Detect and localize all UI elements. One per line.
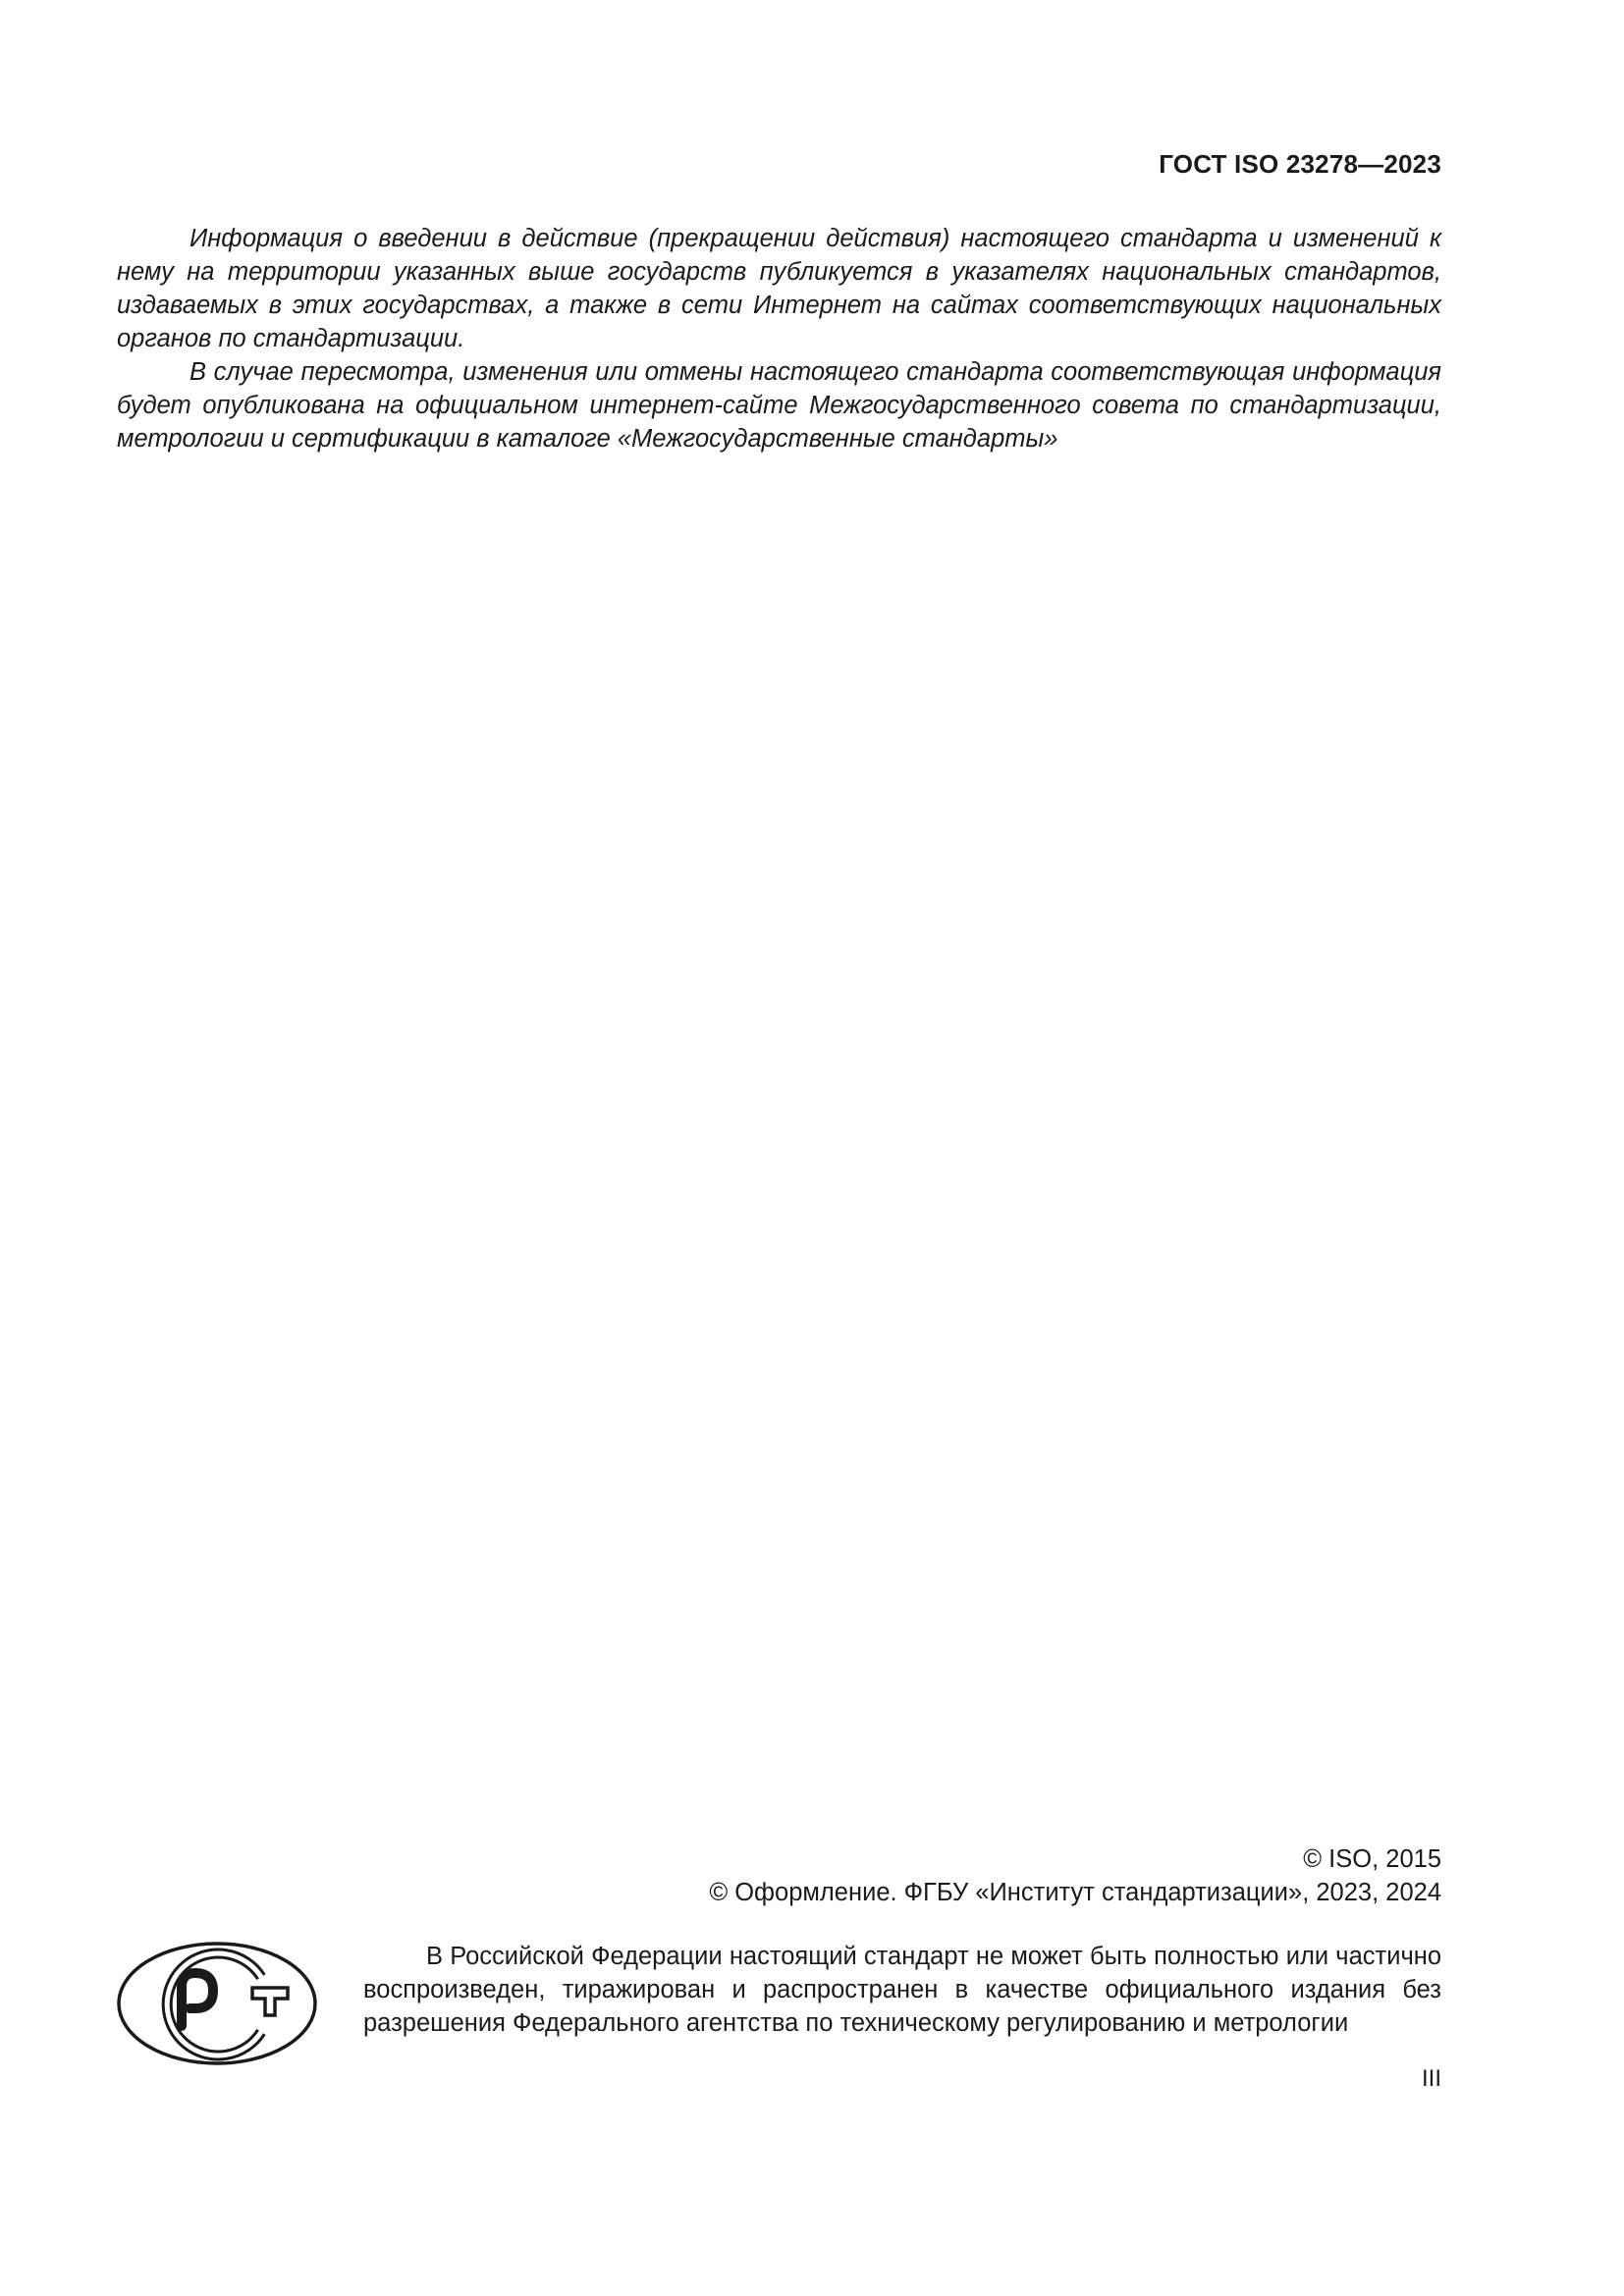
reproduction-notice [363,1940,1441,2040]
copyright-block [709,1842,1441,1909]
paragraph-revision-info: В случае пересмотра, изменения или отмены настоящего стандарта соответствующая информация будет опубликована на официальном интернет-сайте Межгосударственного совета по стандартизации, метрологии и сертификации в каталоге «Межгосударственные стандарты» [117,358,1441,453]
paragraph-info-introduction: Информация о введении в действие (прекращении действия) настоящего стандарта и изменений к нему на территории указанных выше государств публикуется в указателях национальных стандартов, издаваемых в этих государствах, а также в сети Интернет на сайтах соответствующих национальных органов по стандартизации. [117,225,1441,352]
document-code: ГОСТ ISO 23278—2023 [1159,149,1441,179]
rst-certification-mark-icon [116,1940,318,2067]
copyright-design: © Оформление. ФГБУ «Институт стандартизации», 2023, 2024 [709,1879,1441,1906]
copyright-iso: © ISO, 2015 [1303,1845,1441,1873]
body-text [117,222,1441,455]
page-number: III [1421,2065,1441,2092]
reproduction-notice-text: В Российской Федерации настоящий стандарт не может быть полностью или частично воспроизведен, тиражирован и распространен в качестве официального издания без разрешения Федерального агентства по техническому регулированию и метрологии [363,1943,1441,2037]
